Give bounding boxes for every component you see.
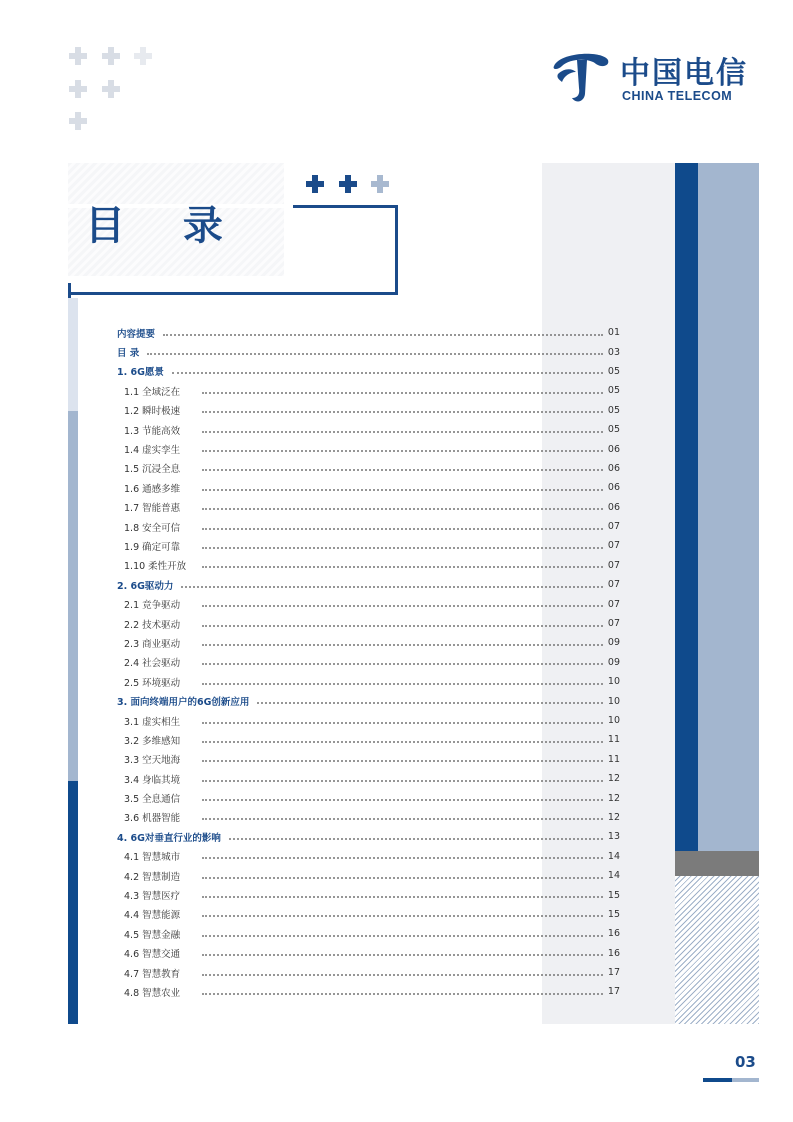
toc-entry-label: 1.4 虚实孪生 bbox=[117, 442, 198, 456]
plus-icon bbox=[102, 47, 120, 65]
toc-entry-label: 2.1 竞争驱动 bbox=[117, 597, 198, 611]
toc-entry[interactable] bbox=[117, 517, 620, 536]
toc-entry[interactable] bbox=[117, 905, 620, 924]
toc-entry-page: 16 bbox=[607, 947, 620, 959]
side-panel-dark-grey bbox=[675, 851, 759, 876]
toc-leader-dots bbox=[202, 450, 603, 452]
toc-entry-label: 4.5 智慧金融 bbox=[117, 927, 198, 941]
toc-leader-dots bbox=[202, 431, 603, 433]
toc-leader-dots bbox=[202, 469, 603, 471]
logo-english-text: CHINA TELECOM bbox=[622, 89, 733, 103]
toc-entry-label: 1.8 安全可信 bbox=[117, 520, 198, 534]
toc-leader-dots bbox=[202, 547, 603, 549]
toc-leader-dots bbox=[202, 741, 603, 743]
toc-entry-page: 11 bbox=[607, 734, 620, 746]
toc-entry-page: 10 bbox=[607, 715, 620, 726]
toc-entry-label: 4. 6G对垂直行业的影响 bbox=[117, 830, 225, 844]
toc-entry-label: 2.2 技术驱动 bbox=[117, 617, 198, 631]
toc-leader-dots bbox=[147, 353, 603, 355]
toc-entry-page: 07 bbox=[607, 521, 620, 533]
toc-leader-dots bbox=[202, 392, 603, 394]
toc-entry-page: 03 bbox=[607, 346, 620, 358]
toc-leader-dots bbox=[172, 372, 603, 374]
toc-entry[interactable] bbox=[117, 633, 620, 652]
side-panel-navy bbox=[675, 163, 698, 851]
toc-leader-dots bbox=[202, 722, 603, 724]
toc-entry-page: 13 bbox=[607, 831, 620, 843]
plus-icon bbox=[102, 80, 120, 98]
toc-entry-label: 1.9 确定可靠 bbox=[117, 539, 198, 553]
toc-entry[interactable] bbox=[117, 691, 620, 710]
toc-entry-page: 06 bbox=[607, 462, 620, 474]
toc-entry-label: 4.4 智慧能源 bbox=[117, 907, 198, 921]
toc-leader-dots bbox=[202, 877, 603, 879]
toc-entry-label: 2.3 商业驱动 bbox=[117, 636, 198, 650]
toc-entry[interactable] bbox=[117, 439, 620, 458]
toc-entry-label: 4.1 智慧城市 bbox=[117, 849, 198, 863]
toc-entry[interactable] bbox=[117, 982, 620, 1001]
toc-entry[interactable] bbox=[117, 401, 620, 420]
side-panel-light-blue bbox=[698, 163, 759, 851]
toc-entry-label: 3.2 多维感知 bbox=[117, 733, 198, 747]
toc-entry[interactable] bbox=[117, 323, 620, 342]
toc-entry-label: 3.1 虚实相生 bbox=[117, 714, 198, 728]
toc-entry-label: 目 录 bbox=[117, 345, 143, 359]
toc-entry[interactable] bbox=[117, 362, 620, 381]
toc-entry-label: 3.5 全息通信 bbox=[117, 791, 198, 805]
toc-leader-dots bbox=[163, 334, 603, 336]
toc-entry[interactable] bbox=[117, 847, 620, 866]
toc-entry-page: 17 bbox=[607, 967, 620, 979]
toc-entry-page: 12 bbox=[607, 811, 620, 823]
toc-entry[interactable] bbox=[117, 944, 620, 963]
toc-entry-label: 2. 6G驱动力 bbox=[117, 578, 177, 592]
toc-entry[interactable] bbox=[117, 653, 620, 672]
toc-leader-dots bbox=[202, 625, 603, 627]
toc-leader-dots bbox=[202, 993, 603, 995]
toc-leader-dots bbox=[202, 896, 603, 898]
toc-entry[interactable] bbox=[117, 342, 620, 361]
toc-entry[interactable] bbox=[117, 672, 620, 691]
toc-entry-label: 1.7 智能普惠 bbox=[117, 500, 198, 514]
toc-entry-page: 14 bbox=[607, 870, 620, 882]
toc-leader-dots bbox=[202, 566, 603, 568]
toc-entry[interactable] bbox=[117, 536, 620, 555]
toc-entry-page: 17 bbox=[607, 986, 620, 998]
toc-entry[interactable] bbox=[117, 614, 620, 633]
title-frame-tick bbox=[68, 283, 71, 298]
toc-entry-page: 07 bbox=[607, 540, 620, 552]
toc-leader-dots bbox=[202, 644, 603, 646]
toc-leader-dots bbox=[202, 954, 603, 956]
page-number: 03 bbox=[735, 1053, 756, 1071]
toc-entry-label: 2.5 环境驱动 bbox=[117, 675, 198, 689]
toc-leader-dots bbox=[229, 838, 603, 840]
toc-leader-dots bbox=[202, 760, 603, 762]
toc-entry[interactable] bbox=[117, 769, 620, 788]
toc-entry-page: 07 bbox=[607, 579, 620, 591]
toc-leader-dots bbox=[202, 780, 603, 782]
toc-entry-page: 15 bbox=[607, 889, 620, 901]
toc-entry-label: 3.6 机器智能 bbox=[117, 810, 198, 824]
china-telecom-logo bbox=[550, 44, 760, 106]
toc-entry-label: 1.3 节能高效 bbox=[117, 423, 198, 437]
toc-entry[interactable] bbox=[117, 885, 620, 904]
toc-entry-label: 1.6 通感多维 bbox=[117, 481, 198, 495]
toc-entry-page: 05 bbox=[607, 404, 620, 416]
toc-entry-label: 4.8 智慧农业 bbox=[117, 985, 198, 999]
toc-entry[interactable] bbox=[117, 381, 620, 400]
plus-icon bbox=[69, 47, 87, 65]
toc-entry-page: 10 bbox=[607, 676, 620, 688]
toc-entry[interactable] bbox=[117, 730, 620, 749]
toc-entry-page: 12 bbox=[607, 773, 620, 785]
toc-leader-dots bbox=[202, 935, 603, 937]
toc-entry[interactable] bbox=[117, 788, 620, 807]
toc-entry-page: 05 bbox=[607, 385, 620, 397]
logo-chinese-text: 中国电信 bbox=[620, 56, 748, 91]
toc-entry-label: 4.2 智慧制造 bbox=[117, 869, 198, 883]
toc-entry-page: 14 bbox=[607, 850, 620, 862]
toc-entry[interactable] bbox=[117, 575, 620, 594]
toc-entry-page: 09 bbox=[607, 656, 620, 668]
toc-entry-page: 12 bbox=[607, 792, 620, 804]
page-number-bar-light bbox=[732, 1078, 759, 1082]
toc-entry-label: 1.2 瞬时极速 bbox=[117, 403, 198, 417]
plus-icon bbox=[306, 175, 324, 193]
side-panel-hatched bbox=[675, 876, 759, 1024]
toc-leader-dots bbox=[202, 915, 603, 917]
toc-entry[interactable] bbox=[117, 459, 620, 478]
toc-entry-page: 07 bbox=[607, 618, 620, 630]
toc-entry[interactable] bbox=[117, 478, 620, 497]
toc-leader-dots bbox=[202, 818, 603, 820]
toc-entry-page: 15 bbox=[607, 908, 620, 920]
toc-entry-label: 3.4 身临其境 bbox=[117, 772, 198, 786]
toc-entry-label: 2.4 社会驱动 bbox=[117, 655, 198, 669]
toc-entry[interactable] bbox=[117, 963, 620, 982]
toc-entry-page: 05 bbox=[607, 424, 620, 436]
toc-entry-label: 4.6 智慧交通 bbox=[117, 946, 198, 960]
toc-leader-dots bbox=[257, 702, 603, 704]
toc-entry[interactable] bbox=[117, 924, 620, 943]
toc-entry-label: 1.10 柔性开放 bbox=[117, 558, 198, 572]
toc-leader-dots bbox=[202, 663, 603, 665]
toc-leader-dots bbox=[202, 605, 603, 607]
toc-entry-page: 01 bbox=[607, 327, 620, 339]
toc-entry[interactable] bbox=[117, 420, 620, 439]
toc-entry-page: 11 bbox=[607, 753, 620, 765]
toc-entry-page: 05 bbox=[607, 365, 620, 377]
plus-icon bbox=[134, 47, 152, 65]
toc-leader-dots bbox=[202, 683, 603, 685]
toc-entry-label: 1.1 全域泛在 bbox=[117, 384, 198, 398]
toc-entry[interactable] bbox=[117, 498, 620, 517]
left-bar-segment-light bbox=[68, 298, 78, 411]
toc-entry[interactable] bbox=[117, 750, 620, 769]
page-number-bar-dark bbox=[703, 1078, 732, 1082]
toc-leader-dots bbox=[202, 528, 603, 530]
toc-entry-label: 内容提要 bbox=[117, 326, 159, 340]
toc-entry-page: 09 bbox=[607, 637, 620, 649]
toc-entry-page: 07 bbox=[607, 598, 620, 610]
toc-entry-page: 07 bbox=[607, 559, 620, 571]
toc-entry-label: 4.7 智慧教育 bbox=[117, 966, 198, 980]
toc-entry-page: 06 bbox=[607, 501, 620, 513]
left-bar-segment-dark bbox=[68, 781, 78, 1024]
toc-entry-page: 10 bbox=[607, 695, 620, 707]
toc-entry[interactable] bbox=[117, 808, 620, 827]
toc-entry-label: 1. 6G愿景 bbox=[117, 364, 168, 378]
toc-leader-dots bbox=[181, 586, 603, 588]
page-title: 目 录 bbox=[85, 203, 245, 249]
toc-entry-label: 4.3 智慧医疗 bbox=[117, 888, 198, 902]
toc-leader-dots bbox=[202, 974, 603, 976]
toc-leader-dots bbox=[202, 489, 603, 491]
plus-icon bbox=[69, 112, 87, 130]
plus-icon bbox=[339, 175, 357, 193]
toc-entry[interactable] bbox=[117, 556, 620, 575]
toc-entry-label: 1.5 沉浸全息 bbox=[117, 461, 198, 475]
toc-leader-dots bbox=[202, 411, 603, 413]
toc-entry-label: 3.3 空天地海 bbox=[117, 752, 198, 766]
toc-leader-dots bbox=[202, 799, 603, 801]
toc-entry-page: 06 bbox=[607, 482, 620, 494]
toc-leader-dots bbox=[202, 857, 603, 859]
plus-icon bbox=[371, 175, 389, 193]
toc-entry-label: 3. 面向终端用户的6G创新应用 bbox=[117, 694, 253, 708]
toc-entry[interactable] bbox=[117, 594, 620, 613]
left-bar-segment-mid bbox=[68, 411, 78, 781]
toc-entry-page: 06 bbox=[607, 443, 620, 455]
toc-entry[interactable] bbox=[117, 711, 620, 730]
toc-entry[interactable] bbox=[117, 866, 620, 885]
toc-entry-page: 16 bbox=[607, 928, 620, 940]
plus-icon bbox=[69, 80, 87, 98]
toc-leader-dots bbox=[202, 508, 603, 510]
telecom-emblem-icon bbox=[550, 44, 612, 106]
toc-entry[interactable] bbox=[117, 827, 620, 846]
table-of-contents bbox=[117, 323, 620, 1002]
